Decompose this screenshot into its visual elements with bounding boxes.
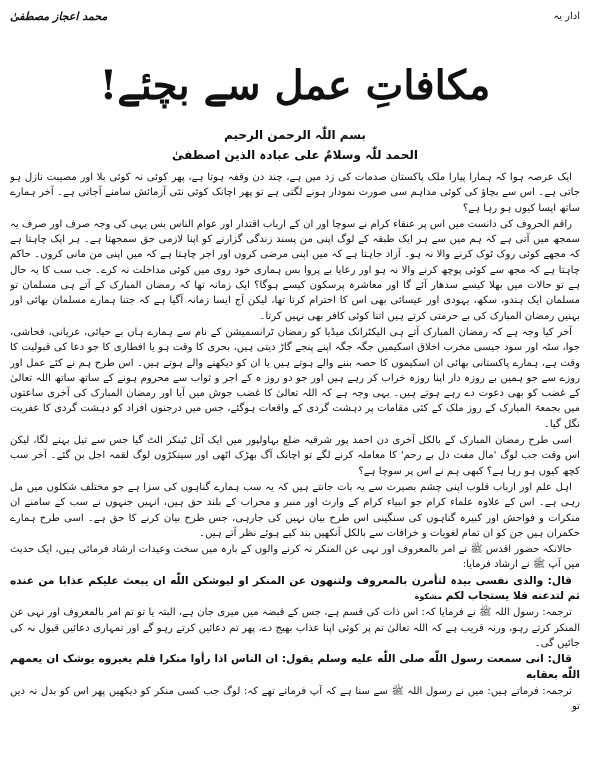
hadith-arabic: قال: انی سمعت رسول اللّٰه صلی اللّٰه عليه وسلم يقول: ان الناس اذا رأوا منكرا فلم يغيروه يوشک ان يعمهم اللّٰه بعقابه bbox=[10, 653, 580, 681]
article-title: مکافاتِ عمل سے بچئے! bbox=[99, 62, 491, 109]
hadith-translation: ترجمہ: فرماتے ہیں: میں نے رسول اللہ ﷺ سے سنا ہے کہ آپ فرماتے تھے کہ: لوگ جب کسی منکر کو دیکھیں پھر اس کو بدل نہ دیں تو bbox=[10, 685, 580, 713]
article-body bbox=[10, 170, 580, 772]
paragraph: آخر کیا وجہ ہے کہ رمضان المبارک آتے ہی الیکٹرانک میڈیا کو رمضان ٹرانسمیشن کے نام سے ہمارے ہاں بے حیائی، عریانی، فحاشی، جوا، سٹہ اور سود جیسی مخرب اخلاق اسکیمیں جگہ جگہ اپنے پنجے گاڑ دیتی ہیں، بحری کا وقت ہو یا افطاری کا جو دعا کی قبولیت کا وقت ہے، ہمارے پاکستانی بھائی ان اسکیموں کا حصہ بننے والے ہوتے ہیں یا ان کو دیکھنے والے ہوتے ہیں۔ اس طرح ہم نے کئے عمل اور روزے سے جو ہمیں بے روزہ دار اپنا روزہ خراب کر رہے ہیں اور جو دو روز ہ کے اجر و ثواب سے محروم ہونے کے ساتھ ساتھ اللہ تعالیٰ کے غضب کو بھی دعوت دے رہے ہوتے ہیں۔ یہی وجہ ہے کہ اللہ تعالیٰ کا غضب جوش میں آیا اور رمضان المبارک کی آخری ساعتوں میں بجمعۃ المبارک کے روز ملک کے کئی مقامات پر دہشت گردی کے واقعات ہوگئے، جس میں درجنوں افراد کو دہشت گردی کا عفریت نگل گیا۔ bbox=[10, 326, 580, 430]
hadith-arabic bbox=[10, 574, 580, 605]
paragraph: اہل علم اور ارباب قلوب اپنی چشم بصیرت سے یہ بات جانتے ہیں کہ یہ سب ہمارے گناہوں کی سزا ہے جو مختلف شکلوں میں مل رہی ہے۔ اس کے علاوہ علماء کرام جو انبیاء کرام کے وارث اور منبر و محراب کے بلند حق ہیں، انہیں جنہوں نے سب کے سامنے ان منکرات و فواحش اور کبیرہ گناہوں کی سنگینی اس طرح بیان نہیں کی جارہی، جس طرح بیان کرنے کا حق ہے۔ اسی طرح ہمارے حکمران ہیں جن کو ان تمام لغویات و خرافات سے بالکل آنکھیں بند کیے ہوئے نظر آتے ہیں۔ bbox=[10, 481, 580, 539]
section-label: ادار یہ bbox=[553, 10, 580, 22]
hadith-reference: مشكوة bbox=[414, 592, 443, 602]
hamd-line: الحمد للّٰہ وسلامٌ علی عبادہ الذین اصطفیٰ bbox=[172, 148, 418, 162]
hadith-translation: ترجمہ: رسول اللہ ﷺ نے فرمایا کہ: اس ذات کی قسم ہے، جس کے قبضہ میں میری جان ہے، البتہ یا تو تم امر بالمعروف اور نہی عن المنکر کرتے رہو، ورنہ قریب ہے کہ اللہ تعالیٰ تم پر کوئی اپنا عذاب بھیج دے، پھر تم دعائیں کرتے رہو گے اور تمہاری دعائیں قبول نہ کی جائیں گی۔ bbox=[10, 607, 580, 649]
hadith-text: قال: والذی نفسی بیدہ لتأمرن بالمعروف ولتنهون عن المنكر او ليوشكن اللّٰه ان يبعث عليكم عذابا من عنده ثم لتدعنه فلا يستجاب لكم bbox=[10, 574, 580, 603]
paragraph: راقم الحروف کی دانست میں اس پر عنقاء کرام نے سوچا اور ان کے ارباب اقتدار اور عوام الناس بس یہی کی وجہ صرف اور صرف یہ سمجھ میں آتی ہے کہ ہم میں سے ہر ایک طبقہ کے لوگ اپنی من پسند زندگی گزارنے کو اپنا لازمی حق سمجھتا ہے۔ ہر ایک چاہتا ہے کہ مجھے کوئی روک ٹوک کرنے والا نہ ہو۔ آزاد جاہتا ہے کہ میں اپنی مرضی کروں اور اجر چاہتا ہے کہ میں اپنی من مانی کروں۔ حاکم چاہتا ہے کہ مجھ سے کوئی پوچھ کرنے والا نہ ہو اور رعایا بے پروا بس ہماری خود روی میں کوئی مداخلت نہ کرے۔ جب سب کا یہ حال ہے تو حالات میں بھلا کیسے سدھار آئے گا اور معاشرہ پرسکون کیسے ہوگا؟ ایک زمانہ تھا کہ رمضان المبارک کے آتے ہی مسلمان تو مسلمان ایک ہندو، سکھ، یہودی اور عیسائی بھی اس کا احترام کرتا تھا، لیکن آج ایسا زمانہ آگیا ہے کہ جتنا ہمارے مسلمان بھائی اور بہنیں رمضان المبارک کی بے حرمتی کرتے ہیں اتنا کوئی کافر بھی نہیں کرتا۔ bbox=[10, 218, 580, 322]
paragraph: حالانکہ حضور اقدس ﷺ نے امر بالمعروف اور نہی عن المنکر نہ کرنے والوں کے بارہ میں سخت وعیدات ارشاد فرمائی ہیں، ایک حدیث میں آپ ﷺ نے ارشاد فرمایا: bbox=[10, 544, 580, 571]
author-name: محمد اعجاز مصطفیٰ bbox=[10, 9, 108, 23]
paragraph: اسی طرح رمضان المبارک کے بالکل آخری دن احمد پور شرقیہ ضلع بہاولپور میں ایک آئل ٹینکر الٹ گیا جس سے تیل بہنے لگا، لیکن اس وقت جب لوگ 'مال مفت دل بے رحم' کا معاملہ کرنے لگے تو اچانک آگ بھڑک اٹھی اور سینکڑوں لوگ لقمہ اجل بن گئے۔ آخر سب کچھ کیوں ہو رہا ہے؟ کبھی ہم نے اس پر سوچا ہے؟ bbox=[10, 435, 580, 477]
basmala: بسم اللّٰہ الرحمن الرحیم bbox=[224, 128, 366, 142]
page-header bbox=[10, 8, 580, 24]
paragraph: ایک عرصہ ہوا کہ ہمارا پیارا ملک پاکستان صدمات کی زد میں ہے، چند دن وقفہ ہوتا ہے، پھر کوئی نہ کوئی بلا اور مصیبت نازل ہو جاتی ہے۔ اس سے بچاؤ کی کوئی مداہم سی صورت نمودار ہونے لگتی ہے تو پھر اچانک کوئی نئی آزمائش سامنے آجاتی ہے۔ آخر ہمارے ساتھ ایسا کیوں ہو رہا ہے؟ bbox=[10, 172, 580, 214]
